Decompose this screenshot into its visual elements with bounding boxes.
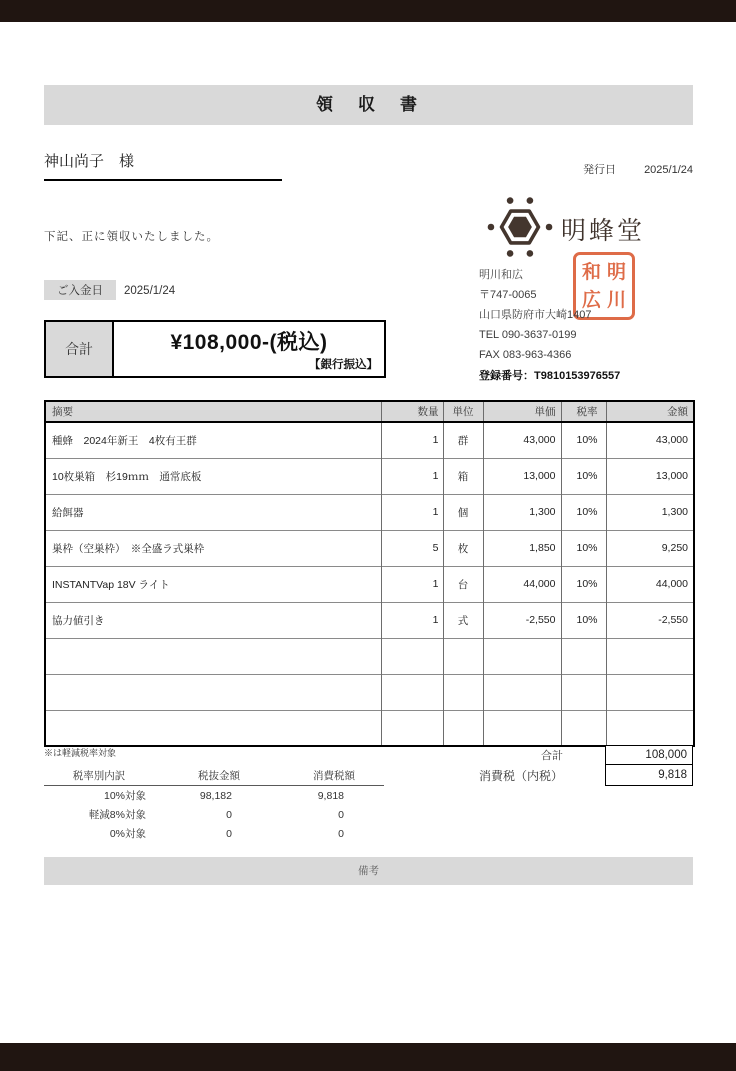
line-item-amount: 44,000 [606,566,694,602]
breakdown-col-header: 税率別内訳 [72,770,126,782]
items-col-header: 金額 [606,401,694,422]
top-frame-bar [0,0,736,22]
breakdown-value: 10%対象 [103,790,146,802]
breakdown-col-header: 消費税額 [313,770,355,782]
line-item-unit: 箱 [443,458,483,494]
line-item-unit: 個 [443,494,483,530]
line-item-unit [443,710,483,746]
line-item-amount: -2,550 [606,602,694,638]
line-item-amount: 13,000 [606,458,694,494]
summary-tax-label: 消費税（内税） [478,769,563,783]
breakdown-row [44,786,384,805]
line-item-desc: 10枚巣箱 杉19ｍｍ 通常底板 [45,458,381,494]
line-item-tax [561,674,606,710]
issue-date [583,161,693,177]
line-item-amount [606,710,694,746]
line-item-price: 13,000 [483,458,561,494]
line-item-desc: 協力値引き [45,602,381,638]
summary-total-row [44,745,693,765]
items-col-header: 単価 [483,401,561,422]
line-item-desc: 巣枠（空巣枠） ※全盛ラ式巣枠 [45,530,381,566]
line-item-tax: 10% [561,422,606,458]
line-item-qty: 5 [381,530,443,566]
seal-character: 明 [606,261,626,283]
line-item-unit: 台 [443,566,483,602]
line-item-qty: 1 [381,458,443,494]
line-item-unit [443,638,483,674]
company-registration-number: 登録番号：T9810153976557 [479,370,621,382]
line-item-tax: 10% [561,602,606,638]
line-item-amount: 9,250 [606,530,694,566]
line-item-desc [45,710,381,746]
company-logo [487,194,645,260]
line-item-row [45,674,694,710]
line-item-tax: 10% [561,494,606,530]
line-item-price: 44,000 [483,566,561,602]
line-item-amount [606,674,694,710]
seal-character: 広 [581,289,601,311]
line-item-price: 1,850 [483,530,561,566]
breakdown-value: 98,182 [199,789,232,802]
line-item-desc [45,638,381,674]
breakdown-value: 0%対象 [109,828,146,840]
line-item-price: 1,300 [483,494,561,530]
line-item-amount: 43,000 [606,422,694,458]
issue-date-label: 発行日 [583,164,617,176]
company-info [479,265,620,386]
line-item-unit [443,674,483,710]
items-col-header: 税率 [561,401,606,422]
breakdown-value: 軽減8%対象 [88,809,146,821]
bottom-frame-bar [0,1043,736,1071]
breakdown-value: 0 [226,827,232,840]
breakdown-value: 0 [338,808,344,821]
items-col-header: 摘要 [45,401,381,422]
payment-date-label: ご入金日 [44,280,116,300]
line-item-price: 43,000 [483,422,561,458]
line-item-desc [45,674,381,710]
items-table-header-row [45,401,694,422]
line-item-tax [561,710,606,746]
seal-character: 川 [606,289,626,311]
summary-total-label: 合計 [541,750,563,762]
payment-date [44,280,175,300]
items-col-header: 単位 [443,401,483,422]
payment-date-value: 2025/1/24 [124,285,176,297]
line-item-row [45,638,694,674]
line-item-qty [381,710,443,746]
company-postal-code: 〒747-0065 [479,289,537,301]
line-item-tax: 10% [561,566,606,602]
issue-date-value: 2025/1/24 [644,164,693,176]
company-address: 山口県防府市大崎1407 [479,309,592,321]
line-item-tax: 10% [561,458,606,494]
summary-tax-value: 9,818 [605,765,693,786]
company-fax: FAX 083-963-4366 [479,349,572,361]
receipt-statement: 下記、正に領収いたしました。 [44,231,219,243]
line-item-unit: 式 [443,602,483,638]
line-item-qty: 1 [381,422,443,458]
line-item-row [45,530,694,566]
receipt-title: 領 収 書 [44,85,693,125]
company-tel: TEL 090-3637-0199 [479,329,577,341]
line-item-desc: INSTANTVap 18V ライト [45,566,381,602]
line-item-row [45,602,694,638]
line-item-price [483,710,561,746]
company-logo-text: 明蜂堂 [561,218,646,245]
grand-total-amount: ¥108,000-(税込) [170,330,328,354]
payment-method: 【銀行振込】 [309,358,378,371]
line-item-row [45,710,694,746]
line-item-price [483,638,561,674]
line-item-amount [606,638,694,674]
grand-total-box [44,320,386,378]
line-item-row [45,494,694,530]
items-col-header: 数量 [381,401,443,422]
tax-breakdown-table [44,766,384,843]
honeycomb-logo-icon [487,194,553,260]
line-item-price: -2,550 [483,602,561,638]
remarks-header: 備考 [44,857,693,885]
breakdown-value: 0 [338,827,344,840]
breakdown-value: 0 [226,808,232,821]
reduced-tax-note: ※は軽減税率対象 [44,748,117,758]
line-item-qty [381,638,443,674]
seal-character: 和 [581,261,601,283]
line-item-desc: 種蜂 2024年新王 4枚有王群 [45,422,381,458]
tax-breakdown-header [44,766,384,786]
breakdown-value: 9,818 [317,789,344,802]
summary-total-value: 108,000 [605,745,693,765]
line-item-qty: 1 [381,494,443,530]
recipient-name: 神山尚子 様 [44,150,282,181]
line-item-row [45,458,694,494]
line-item-unit: 枚 [443,530,483,566]
line-item-desc: 給餌器 [45,494,381,530]
breakdown-row [44,805,384,824]
line-item-row [45,566,694,602]
line-item-qty: 1 [381,602,443,638]
line-item-qty: 1 [381,566,443,602]
breakdown-col-header: 税抜金額 [198,770,240,782]
line-item-qty [381,674,443,710]
line-item-unit: 群 [443,422,483,458]
line-item-amount: 1,300 [606,494,694,530]
breakdown-row [44,824,384,843]
line-item-row [45,422,694,458]
line-item-tax [561,638,606,674]
line-items-table [44,400,695,747]
grand-total-label: 合計 [46,322,114,376]
company-owner-name: 明川和広 [479,269,523,281]
line-item-price [483,674,561,710]
line-item-tax: 10% [561,530,606,566]
